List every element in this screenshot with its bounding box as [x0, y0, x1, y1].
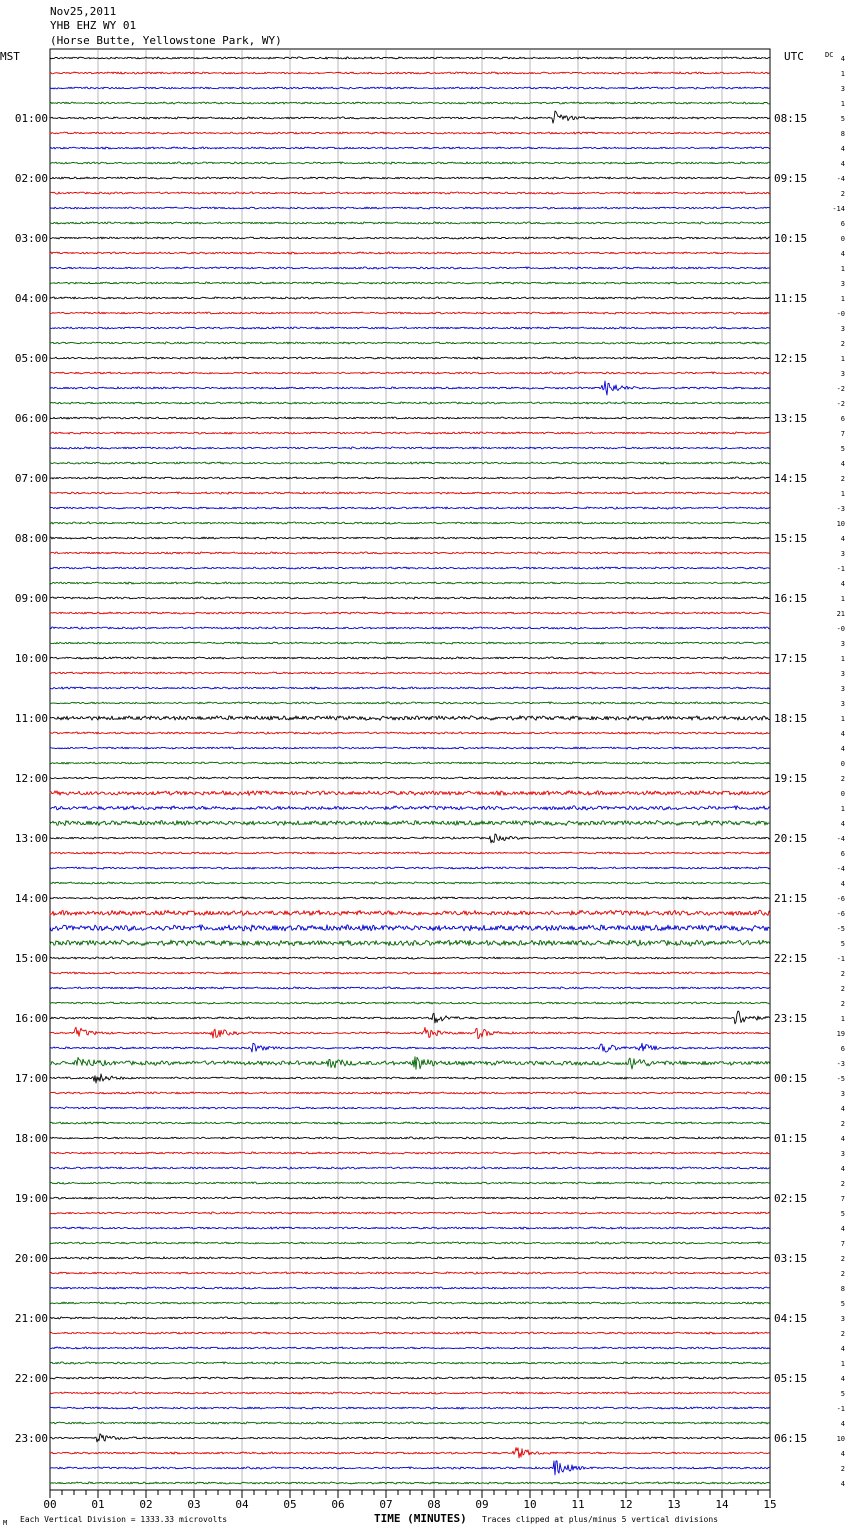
utc-hour-label: 09:15: [774, 172, 808, 185]
seismic-trace: [50, 1122, 770, 1124]
utc-hour-label: 19:15: [774, 772, 808, 785]
seismic-trace: [50, 747, 770, 749]
dc-offset-value: 0: [840, 235, 845, 243]
seismic-trace: [50, 1448, 770, 1458]
dc-offset-value: 4: [840, 880, 845, 888]
utc-hour-label: 20:15: [774, 832, 808, 845]
dc-offset-value: 1: [840, 295, 845, 303]
seismic-trace: [50, 987, 770, 989]
seismic-trace: [50, 1422, 770, 1424]
dc-offset-value: -5: [836, 1075, 845, 1083]
mst-hour-label: 16:00: [14, 1012, 48, 1025]
dc-offset-value: -0: [836, 625, 845, 633]
seismic-trace: [50, 925, 770, 931]
dc-offset-value: 2: [840, 190, 845, 198]
mst-hour-label: 06:00: [14, 412, 48, 425]
dc-offset-value: 7: [840, 1240, 845, 1248]
dc-offset-value: 3: [840, 700, 845, 708]
dc-offset-value: -4: [836, 835, 845, 843]
dc-label: DC: [825, 51, 834, 59]
mst-hour-label: 18:00: [14, 1132, 48, 1145]
seismic-trace: [50, 1392, 770, 1394]
seismic-trace: [50, 1002, 770, 1004]
seismic-trace: [50, 147, 770, 149]
dc-offset-value: 4: [840, 160, 845, 168]
dc-offset-value: 4: [840, 580, 845, 588]
dc-offset-value: 2: [840, 340, 845, 348]
mst-hour-label: 08:00: [14, 532, 48, 545]
x-tick-label: 12: [619, 1498, 633, 1511]
dc-offset-value: 2: [840, 1465, 845, 1473]
usgs-logo-mark: M: [3, 1519, 8, 1527]
dc-offset-value: 4: [840, 1345, 845, 1353]
seismic-trace: [50, 1227, 770, 1229]
dc-offset-value: 5: [840, 1210, 845, 1218]
seismic-trace: [50, 672, 770, 674]
dc-offset-value: 1: [840, 715, 845, 723]
utc-hour-label: 06:15: [774, 1432, 808, 1445]
utc-hour-label: 15:15: [774, 532, 808, 545]
x-tick-label: 00: [43, 1498, 57, 1511]
x-tick-label: 07: [379, 1498, 393, 1511]
seismic-trace: [50, 791, 770, 796]
seismic-trace: [50, 372, 770, 374]
seismic-trace: [50, 1377, 770, 1379]
dc-offset-value: 4: [840, 1375, 845, 1383]
seismic-trace: [50, 447, 770, 449]
utc-label: UTC: [784, 50, 804, 63]
seismic-trace: [50, 1461, 770, 1475]
dc-offset-value: -14: [832, 205, 845, 213]
mst-hour-label: 20:00: [14, 1252, 48, 1265]
mst-hour-label: 10:00: [14, 652, 48, 665]
seismic-trace: [50, 1362, 770, 1364]
dc-offset-value: 2: [840, 475, 845, 483]
utc-hour-label: 16:15: [774, 592, 808, 605]
seismic-trace: [50, 1167, 770, 1169]
utc-hour-label: 14:15: [774, 472, 808, 485]
utc-hour-label: 18:15: [774, 712, 808, 725]
utc-hour-label: 11:15: [774, 292, 808, 305]
seismic-trace: [50, 642, 770, 644]
x-tick-label: 09: [475, 1498, 489, 1511]
dc-offset-value: 4: [840, 1225, 845, 1233]
mst-hour-label: 22:00: [14, 1372, 48, 1385]
seismic-trace: [50, 222, 770, 224]
dc-offset-value: 3: [840, 670, 845, 678]
seismic-trace: [50, 537, 770, 539]
seismic-trace: [50, 237, 770, 239]
mst-hour-label: 13:00: [14, 832, 48, 845]
dc-offset-value: 6: [840, 1045, 845, 1053]
dc-offset-value: 1: [840, 490, 845, 498]
dc-offset-value: 4: [840, 730, 845, 738]
mst-hour-label: 14:00: [14, 892, 48, 905]
dc-offset-value: 4: [840, 55, 845, 63]
seismic-trace: [50, 312, 770, 314]
seismic-trace: [50, 687, 770, 689]
plot-date: Nov25,2011: [50, 5, 117, 18]
seismic-trace: [50, 297, 770, 299]
dc-offset-value: 0: [840, 760, 845, 768]
x-tick-label: 05: [283, 1498, 297, 1511]
dc-offset-value: 1: [840, 100, 845, 108]
seismic-trace: [50, 762, 770, 764]
dc-offset-value: 7: [840, 430, 845, 438]
dc-offset-value: 5: [840, 940, 845, 948]
mst-hour-label: 07:00: [14, 472, 48, 485]
seismic-trace: [50, 882, 770, 884]
dc-offset-value: 5: [840, 1300, 845, 1308]
dc-offset-value: 5: [840, 445, 845, 453]
dc-offset-value: -1: [836, 955, 845, 963]
x-tick-label: 14: [715, 1498, 729, 1511]
mst-label: MST: [0, 50, 20, 63]
seismic-trace: [50, 702, 770, 704]
dc-offset-value: 5: [840, 115, 845, 123]
seismic-trace: [50, 806, 770, 810]
dc-offset-value: 1: [840, 1360, 845, 1368]
seismic-trace: [50, 716, 770, 721]
mst-hour-label: 17:00: [14, 1072, 48, 1085]
dc-offset-value: 1: [840, 595, 845, 603]
dc-offset-value: -1: [836, 565, 845, 573]
x-tick-label: 03: [187, 1498, 201, 1511]
seismic-trace: [50, 972, 770, 974]
dc-offset-value: 2: [840, 775, 845, 783]
x-tick-label: 11: [571, 1498, 585, 1511]
utc-hour-label: 03:15: [774, 1252, 808, 1265]
station-code: YHB EHZ WY 01: [50, 19, 137, 32]
x-tick-label: 01: [91, 1498, 105, 1511]
utc-hour-label: 08:15: [774, 112, 808, 125]
seismic-trace: [50, 162, 770, 164]
seismic-trace: [50, 252, 770, 254]
dc-offset-value: 7: [840, 1195, 845, 1203]
utc-hour-label: 17:15: [774, 652, 808, 665]
dc-offset-value: 4: [840, 250, 845, 258]
dc-offset-value: 4: [840, 145, 845, 153]
seismic-trace: [50, 612, 770, 614]
dc-offset-value: 1: [840, 1015, 845, 1023]
seismic-trace: [50, 1257, 770, 1259]
seismic-trace: [50, 1347, 770, 1349]
seismic-trace: [50, 282, 770, 284]
seismic-trace: [50, 1242, 770, 1244]
x-tick-label: 10: [523, 1498, 537, 1511]
dc-offset-value: 6: [840, 850, 845, 858]
mst-hour-label: 19:00: [14, 1192, 48, 1205]
seismic-trace: [50, 1011, 770, 1024]
x-tick-label: 06: [331, 1498, 345, 1511]
seismic-trace: [50, 417, 770, 419]
dc-offset-value: 4: [840, 1450, 845, 1458]
seismic-trace: [50, 834, 770, 843]
dc-offset-value: 3: [840, 550, 845, 558]
seismic-trace: [50, 957, 770, 959]
dc-offset-value: 3: [840, 1090, 845, 1098]
dc-offset-value: 4: [840, 820, 845, 828]
dc-offset-value: 2: [840, 1330, 845, 1338]
seismic-trace: [50, 192, 770, 194]
seismic-trace: [50, 582, 770, 584]
dc-offset-value: 19: [836, 1030, 845, 1038]
dc-offset-value: -3: [836, 505, 845, 513]
mst-hour-label: 21:00: [14, 1312, 48, 1325]
dc-offset-value: 4: [840, 1165, 845, 1173]
scale-note: Each Vertical Division = 1333.33 microvolts: [20, 1515, 228, 1524]
seismic-trace: [50, 357, 770, 359]
seismic-trace: [50, 507, 770, 509]
seismic-trace: [50, 1074, 770, 1083]
dc-offset-value: 3: [840, 280, 845, 288]
dc-offset-value: 2: [840, 1120, 845, 1128]
dc-offset-value: 2: [840, 1255, 845, 1263]
clip-note: Traces clipped at plus/minus 5 vertical divisions: [482, 1515, 719, 1524]
seismic-trace: [50, 1407, 770, 1409]
seismic-trace: [50, 87, 770, 89]
seismic-trace: [50, 732, 770, 734]
dc-offset-value: -5: [836, 925, 845, 933]
x-tick-label: 15: [763, 1498, 777, 1511]
seismic-trace: [50, 492, 770, 494]
station-location: (Horse Butte, Yellowstone Park, WY): [50, 34, 282, 47]
seismic-trace: [50, 402, 770, 404]
seismic-trace: [50, 1027, 770, 1039]
x-axis-label: TIME (MINUTES): [374, 1512, 467, 1525]
dc-offset-value: 6: [840, 415, 845, 423]
seismic-trace: [50, 1197, 770, 1199]
seismic-trace: [50, 627, 770, 629]
dc-offset-value: 2: [840, 1180, 845, 1188]
seismic-trace: [50, 867, 770, 869]
seismic-trace: [50, 1107, 770, 1109]
utc-hour-label: 13:15: [774, 412, 808, 425]
dc-offset-value: 1: [840, 655, 845, 663]
dc-offset-value: 8: [840, 130, 845, 138]
seismic-trace: [50, 1092, 770, 1094]
seismic-trace: [50, 1287, 770, 1289]
seismic-trace: [50, 102, 770, 104]
utc-hour-label: 05:15: [774, 1372, 808, 1385]
seismic-trace: [50, 462, 770, 464]
seismic-trace: [50, 1272, 770, 1274]
utc-hour-label: 22:15: [774, 952, 808, 965]
seismic-trace: [50, 1182, 770, 1184]
dc-offset-value: 3: [840, 685, 845, 693]
utc-hour-label: 10:15: [774, 232, 808, 245]
dc-offset-value: 8: [840, 1285, 845, 1293]
seismic-trace: [50, 777, 770, 779]
dc-offset-value: -4: [836, 865, 845, 873]
seismic-trace: [50, 267, 770, 269]
x-tick-label: 02: [139, 1498, 153, 1511]
dc-offset-value: 2: [840, 985, 845, 993]
seismic-trace: [50, 852, 770, 854]
dc-offset-value: 6: [840, 220, 845, 228]
seismic-trace: [50, 342, 770, 344]
dc-offset-value: 3: [840, 640, 845, 648]
mst-hour-label: 15:00: [14, 952, 48, 965]
seismic-trace: [50, 657, 770, 659]
seismic-trace: [50, 1482, 770, 1484]
dc-offset-value: 4: [840, 1105, 845, 1113]
utc-hour-label: 12:15: [774, 352, 808, 365]
dc-offset-value: 3: [840, 1150, 845, 1158]
seismic-trace: [50, 1137, 770, 1139]
seismic-trace: [50, 432, 770, 434]
utc-hour-label: 21:15: [774, 892, 808, 905]
seismic-trace: [50, 177, 770, 179]
dc-offset-value: 1: [840, 70, 845, 78]
seismic-trace: [50, 552, 770, 554]
seismic-trace: [50, 381, 770, 395]
seismic-trace: [50, 1152, 770, 1154]
utc-hour-label: 23:15: [774, 1012, 808, 1025]
dc-offset-value: -3: [836, 1060, 845, 1068]
mst-hour-label: 01:00: [14, 112, 48, 125]
seismic-trace: [50, 1332, 770, 1334]
dc-offset-value: 1: [840, 805, 845, 813]
seismic-trace: [50, 821, 770, 826]
seismic-trace: [50, 940, 770, 946]
dc-offset-value: 3: [840, 85, 845, 93]
utc-hour-label: 00:15: [774, 1072, 808, 1085]
x-tick-label: 08: [427, 1498, 441, 1511]
dc-offset-value: 4: [840, 535, 845, 543]
seismic-trace: [50, 567, 770, 569]
mst-hour-label: 05:00: [14, 352, 48, 365]
seismic-trace: [50, 477, 770, 479]
dc-offset-value: 10: [836, 1435, 845, 1443]
dc-offset-value: 21: [836, 610, 845, 618]
mst-hour-label: 12:00: [14, 772, 48, 785]
dc-offset-value: 3: [840, 1315, 845, 1323]
dc-offset-value: -6: [836, 895, 845, 903]
dc-offset-value: 4: [840, 460, 845, 468]
dc-offset-value: 2: [840, 1000, 845, 1008]
dc-offset-value: -2: [836, 385, 845, 393]
seismic-trace: [50, 1434, 770, 1442]
seismic-trace: [50, 207, 770, 209]
x-tick-label: 04: [235, 1498, 249, 1511]
dc-offset-value: 3: [840, 370, 845, 378]
dc-offset-value: 4: [840, 1135, 845, 1143]
seismic-trace: [50, 132, 770, 134]
seismic-trace: [50, 57, 770, 59]
dc-offset-value: 4: [840, 745, 845, 753]
seismic-trace: [50, 522, 770, 524]
dc-offset-value: 0: [840, 790, 845, 798]
dc-offset-value: -2: [836, 400, 845, 408]
mst-hour-label: 11:00: [14, 712, 48, 725]
utc-hour-label: 01:15: [774, 1132, 808, 1145]
dc-offset-value: 2: [840, 1270, 845, 1278]
mst-hour-label: 03:00: [14, 232, 48, 245]
dc-offset-value: -6: [836, 910, 845, 918]
seismic-trace: [50, 1302, 770, 1304]
mst-hour-label: 04:00: [14, 292, 48, 305]
seismic-trace: [50, 111, 770, 123]
seismic-trace: [50, 897, 770, 899]
dc-offset-value: 4: [840, 1420, 845, 1428]
seismic-trace: [50, 910, 770, 915]
dc-offset-value: 5: [840, 1390, 845, 1398]
dc-offset-value: 2: [840, 970, 845, 978]
dc-offset-value: -0: [836, 310, 845, 318]
seismic-trace: [50, 1057, 770, 1070]
dc-offset-value: -1: [836, 1405, 845, 1413]
seismic-trace: [50, 1317, 770, 1319]
mst-hour-label: 02:00: [14, 172, 48, 185]
mst-hour-label: 09:00: [14, 592, 48, 605]
seismic-trace: [50, 72, 770, 74]
dc-offset-value: 10: [836, 520, 845, 528]
utc-hour-label: 02:15: [774, 1192, 808, 1205]
seismic-trace: [50, 327, 770, 329]
utc-hour-label: 04:15: [774, 1312, 808, 1325]
dc-offset-value: 3: [840, 325, 845, 333]
dc-offset-value: -4: [836, 175, 845, 183]
plot-frame: [50, 49, 770, 1490]
dc-offset-value: 1: [840, 265, 845, 273]
dc-offset-value: 1: [840, 355, 845, 363]
seismic-trace: [50, 597, 770, 599]
x-tick-label: 13: [667, 1498, 681, 1511]
dc-offset-value: 4: [840, 1480, 845, 1488]
seismic-trace: [50, 1043, 770, 1052]
seismic-trace: [50, 1212, 770, 1214]
mst-hour-label: 23:00: [14, 1432, 48, 1445]
